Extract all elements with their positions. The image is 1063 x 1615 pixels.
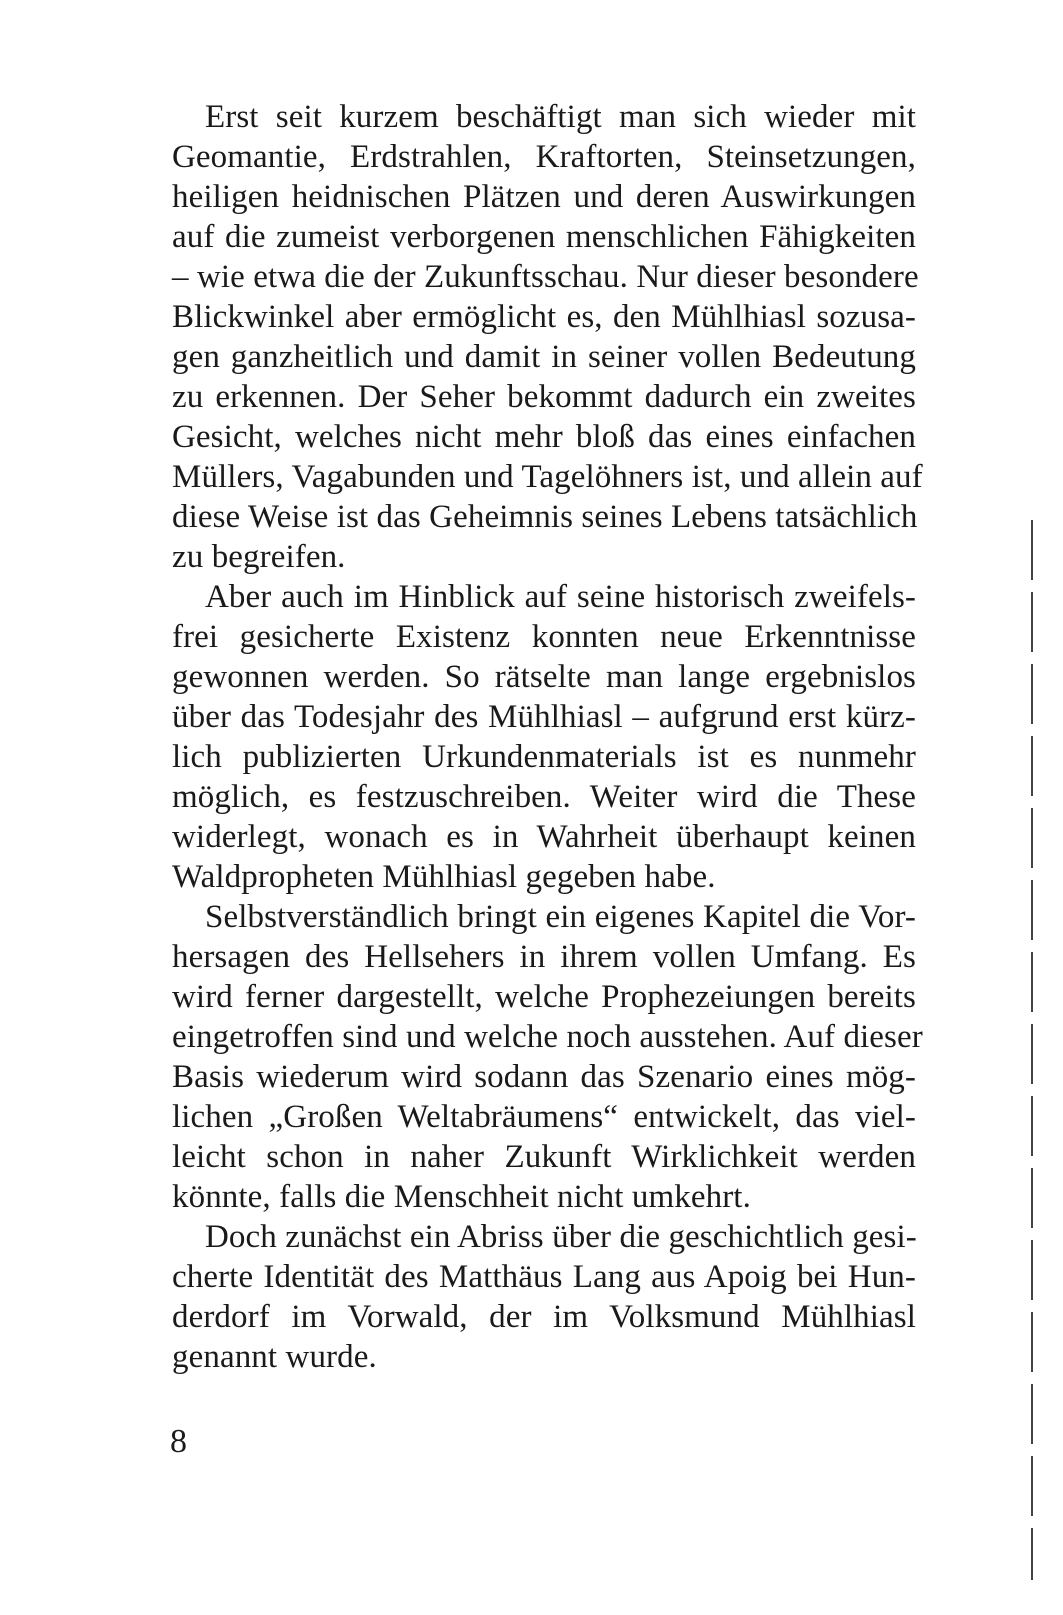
text-line: – wie etwa die der Zukunftsschau. Nur dieser besondere xyxy=(172,259,919,295)
text-line: möglich, es festzuschreiben. Weiter wird die These xyxy=(172,779,916,815)
text-line: diese Weise ist das Geheimnis seines Lebens tatsächlich xyxy=(172,499,918,535)
text-line: Blickwinkel aber ermöglicht es, den Mühlhiasl sozusa- xyxy=(172,299,916,335)
paragraph-2 xyxy=(172,577,916,897)
text-line: leicht schon in naher Zukunft Wirklichkeit werden xyxy=(172,1139,916,1175)
paragraph-1 xyxy=(172,97,923,577)
paragraph-3 xyxy=(172,897,923,1217)
paragraph-4 xyxy=(172,1217,916,1377)
text-line: gen ganzheitlich und damit in seiner vollen Bedeutung xyxy=(172,339,916,375)
text-line: frei gesicherte Existenz konnten neue Erkenntnisse xyxy=(172,619,916,655)
text-line: Müllers, Vagabunden und Tagelöhners ist, und allein auf xyxy=(172,459,923,495)
text-line: derdorf im Vorwald, der im Volksmund Mühlhiasl xyxy=(172,1299,916,1335)
text-line: gewonnen werden. So rätselte man lange ergebnislos xyxy=(172,659,916,695)
text-line: lich publizierten Urkundenmaterials ist es nunmehr xyxy=(172,739,916,775)
page-number: 8 xyxy=(170,1423,187,1460)
text-line: hersagen des Hellsehers in ihrem vollen Umfang. Es xyxy=(172,939,916,975)
text-line: Waldpropheten Mühlhiasl gegeben habe. xyxy=(172,859,716,895)
text-line: lichen „Großen Weltabräumens“ entwickelt, das viel- xyxy=(172,1099,916,1135)
text-line: genannt wurde. xyxy=(172,1339,377,1375)
text-line: heiligen heidnischen Plätzen und deren Auswirkungen xyxy=(172,179,916,215)
text-line: zu erkennen. Der Seher bekommt dadurch ein zweites xyxy=(172,379,916,415)
text-line: Basis wiederum wird sodann das Szenario eines mög- xyxy=(172,1059,916,1095)
text-line: zu begreifen. xyxy=(172,539,346,575)
body-text xyxy=(172,97,923,1377)
text-line: wird ferner dargestellt, welche Prophezeiungen bereits xyxy=(172,979,916,1015)
text-line: Selbstverständlich bringt ein eigenes Kapitel die Vor- xyxy=(205,899,916,935)
text-line: Doch zunächst ein Abriss über die geschichtlich gesi- xyxy=(205,1219,917,1255)
text-line: über das Todesjahr des Mühlhiasl – aufgrund erst kürz- xyxy=(172,699,916,735)
text-line: widerlegt, wonach es in Wahrheit überhaupt keinen xyxy=(172,819,916,855)
text-line: Gesicht, welches nicht mehr bloß das eines einfachen xyxy=(172,419,916,455)
page-edge-rule xyxy=(1031,520,1033,1580)
text-line: Erst seit kurzem beschäftigt man sich wieder mit xyxy=(205,99,916,135)
text-line: cherte Identität des Matthäus Lang aus Apoig bei Hun- xyxy=(172,1259,916,1295)
text-line: Geomantie, Erdstrahlen, Kraftorten, Steinsetzungen, xyxy=(172,139,916,175)
text-line: eingetroffen sind und welche noch ausstehen. Auf dieser xyxy=(172,1019,923,1055)
text-line: könnte, falls die Menschheit nicht umkehrt. xyxy=(172,1179,751,1215)
text-line: auf die zumeist verborgenen menschlichen Fähigkeiten xyxy=(172,219,916,255)
text-line: Aber auch im Hinblick auf seine historisch zweifels- xyxy=(205,579,916,615)
